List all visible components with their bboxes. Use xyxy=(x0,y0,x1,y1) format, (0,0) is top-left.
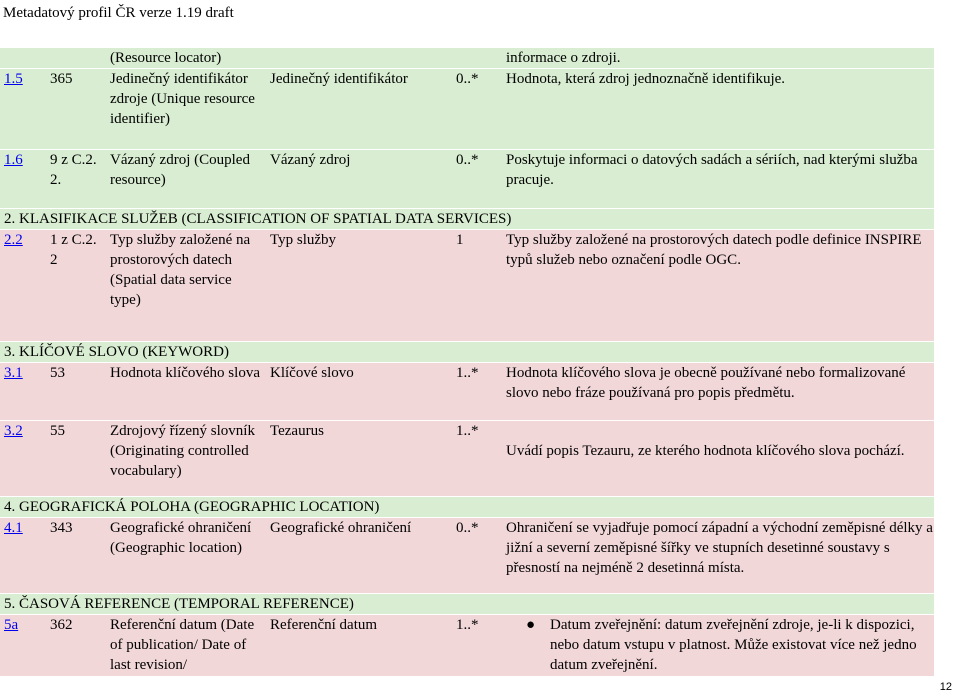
bullet-list xyxy=(506,615,934,675)
row-name: (Resource locator) xyxy=(106,48,266,69)
row-element: Klíčové slovo xyxy=(266,363,452,421)
row-cardinality: 1..* xyxy=(452,363,502,421)
section-heading: 5. ČASOVÁ REFERENCE (TEMPORAL REFERENCE) xyxy=(0,594,934,615)
page-number: 12 xyxy=(939,681,952,693)
table-row xyxy=(0,421,934,497)
row-id-link[interactable]: 1.6 xyxy=(4,152,23,168)
row-element: Vázaný zdroj xyxy=(266,150,452,209)
row-description: Hodnota, která zdroj jednoznačně identifikuje. xyxy=(502,69,934,150)
row-number xyxy=(46,48,106,69)
section-heading: 2. KLASIFIKACE SLUŽEB (CLASSIFICATION OF SPATIAL DATA SERVICES) xyxy=(0,209,934,230)
section-heading-row xyxy=(0,594,934,615)
table-row xyxy=(0,363,934,421)
row-name: Jedinečný identifikátor zdroje (Unique resource identifier) xyxy=(106,69,266,150)
table-row xyxy=(0,518,934,594)
row-name: Geografické ohraničení (Geographic location) xyxy=(106,518,266,594)
row-id-link[interactable]: 3.1 xyxy=(4,365,23,381)
row-cardinality: 0..* xyxy=(452,150,502,209)
row-description-text: Uvádí popis Tezauru, ze kterého hodnota klíčového slova pochází. xyxy=(506,443,905,459)
row-id-link[interactable]: 3.2 xyxy=(4,423,23,439)
list-item-text: Datum zveřejnění: datum zveřejnění zdroje, je-li k dispozici, nebo datum vstupu v platnost. Může existovat více než jedno datum zveřejnění. xyxy=(550,617,917,673)
section-heading: 4. GEOGRAFICKÁ POLOHA (GEOGRAPHIC LOCATION) xyxy=(0,497,934,518)
table-row xyxy=(0,230,934,342)
table-row xyxy=(0,150,934,209)
row-number: 362 xyxy=(46,615,106,677)
row-cardinality: 1..* xyxy=(452,421,502,497)
row-element: Jedinečný identifikátor xyxy=(266,69,452,150)
section-heading-row xyxy=(0,342,934,363)
row-number: 9 z C.2. 2. xyxy=(46,150,106,209)
row-id-link[interactable]: 5a xyxy=(4,617,19,633)
list-item xyxy=(526,615,934,675)
row-name: Vázaný zdroj (Coupled resource) xyxy=(106,150,266,209)
row-description: Typ služby založené na prostorových datech podle definice INSPIRE typů služeb nebo označení podle OGC. xyxy=(502,230,934,342)
section-heading-row xyxy=(0,497,934,518)
row-description: Poskytuje informaci o datových sadách a sériích, nad kterými služba pracuje. xyxy=(502,150,934,209)
row-number: 365 xyxy=(46,69,106,150)
row-id-link[interactable]: 1.5 xyxy=(4,71,23,87)
row-number: 343 xyxy=(46,518,106,594)
row-number: 55 xyxy=(46,421,106,497)
table-row xyxy=(0,69,934,150)
row-element: Tezaurus xyxy=(266,421,452,497)
row-element: Referenční datum xyxy=(266,615,452,677)
row-id-link[interactable]: 4.1 xyxy=(4,520,23,536)
row-element: Geografické ohraničení xyxy=(266,518,452,594)
row-number: 1 z C.2. 2 xyxy=(46,230,106,342)
metadata-table xyxy=(0,48,934,677)
row-number: 53 xyxy=(46,363,106,421)
row-cardinality: 0..* xyxy=(452,518,502,594)
row-description: informace o zdroji. xyxy=(502,48,934,69)
row-cardinality: 1 xyxy=(452,230,502,342)
row-cardinality: 0..* xyxy=(452,69,502,150)
bullet-icon: ● xyxy=(526,617,536,633)
row-description xyxy=(502,421,934,497)
section-heading: 3. KLÍČOVÉ SLOVO (KEYWORD) xyxy=(0,342,934,363)
row-description: Ohraničení se vyjadřuje pomocí západní a východní zeměpisné délky a jižní a severní zeměpisné šířky ve stupních desetinné soustavy s přesností na nejméně 2 desetinná místa. xyxy=(502,518,934,594)
row-element xyxy=(266,48,452,69)
table-row xyxy=(0,615,934,677)
section-heading-row xyxy=(0,209,934,230)
page-header-title: Metadatový profil ČR verze 1.19 draft xyxy=(3,5,234,21)
row-description: Hodnota klíčového slova je obecně používané nebo formalizované slovo nebo fráze používaná pro popis předmětu. xyxy=(502,363,934,421)
row-description xyxy=(502,615,934,677)
row-id xyxy=(0,48,46,69)
row-name: Typ služby založené na prostorových datech (Spatial data service type) xyxy=(106,230,266,342)
row-cardinality xyxy=(452,48,502,69)
row-name: Referenční datum (Date of publication/ Date of last revision/ xyxy=(106,615,266,677)
row-name: Zdrojový řízený slovník (Originating controlled vocabulary) xyxy=(106,421,266,497)
row-cardinality: 1..* xyxy=(452,615,502,677)
row-name: Hodnota klíčového slova xyxy=(106,363,266,421)
row-element: Typ služby xyxy=(266,230,452,342)
row-id-link[interactable]: 2.2 xyxy=(4,232,23,248)
table-row xyxy=(0,48,934,69)
